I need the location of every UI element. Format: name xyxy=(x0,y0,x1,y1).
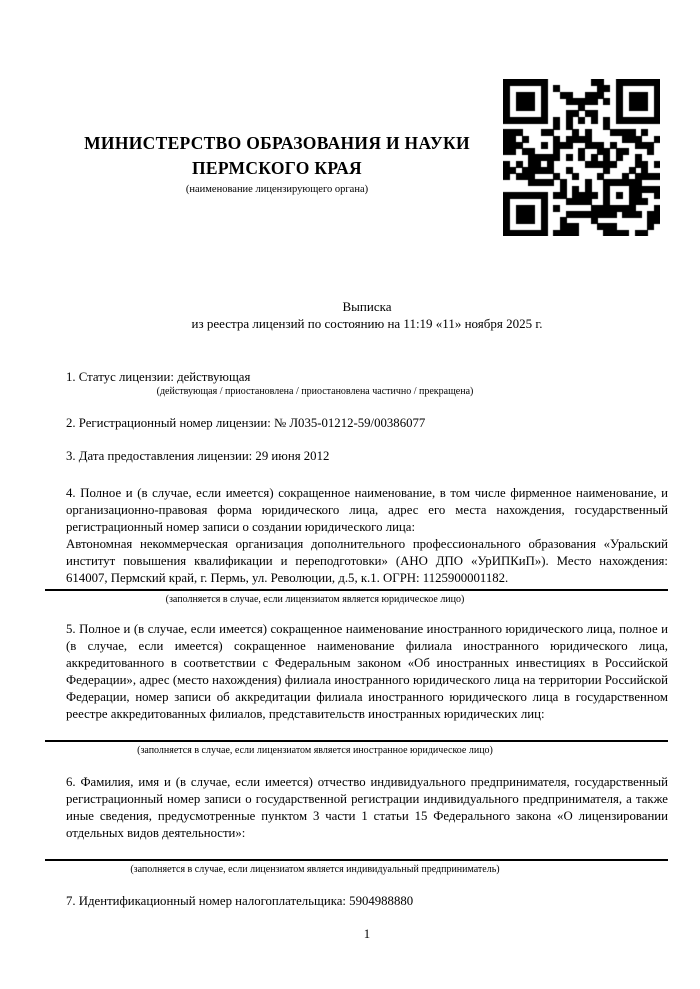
item-7-taxpayer-number: 7. Идентификационный номер налогоплательщика: 5904988880 xyxy=(66,894,414,908)
divider-entrepreneur xyxy=(45,859,668,861)
document-title: Выписка xyxy=(342,299,392,314)
ministry-caption: (наименование лицензирующего органа) xyxy=(185,184,369,195)
item-4-legal-entity-value: Автономная некоммерческая организация дополнительного профессионального образования «Уральский институт повышения квалификации и переподготовки» (АНО ДПО «УрИПКиП»). Место нахождения: 614007, Пермский край, г. Пермь, ул. Революции, д.5, к.1. ОГРН: 1125900001182. xyxy=(66,537,668,585)
item-4-legal-entity-label: 4. Полное и (в случае, если имеется) сокращенное наименование, в том числе фирменное наименование, и организационно-правовая форма юридического лица, адрес его места нахождения, государственный регистрационный номер записи о создании юридического лица: xyxy=(66,486,668,534)
document-subtitle: из реестра лицензий по состоянию на 11:19 «11» ноября 2025 г. xyxy=(191,316,543,331)
item-1-license-status: 1. Статус лицензии: действующая xyxy=(66,370,251,384)
ministry-name-line2: ПЕРМСКОГО КРАЯ xyxy=(192,158,362,178)
divider-legal-entity xyxy=(45,589,668,591)
item-6-entrepreneur-label: 6. Фамилия, имя и (в случае, если имеется) отчество индивидуального предпринимателя, государственный регистрационный номер записи о государственной регистрации индивидуального предпринимателя, а также иные сведения, предусмотренные пунктом 3 части 1 статьи 15 Федерального закона «О лицензировании отдельных видов деятельности»: xyxy=(66,775,668,840)
ministry-name-line1: МИНИСТЕРСТВО ОБРАЗОВАНИЯ И НАУКИ xyxy=(84,133,470,153)
document-title-block xyxy=(66,298,668,332)
item-3-grant-date: 3. Дата предоставления лицензии: 29 июня 2012 xyxy=(66,449,330,463)
item-2-registration-number: 2. Регистрационный номер лицензии: № Л035-01212-59/00386077 xyxy=(66,416,426,430)
licensing-authority-header xyxy=(42,131,512,196)
qr-code-icon xyxy=(503,79,660,236)
note-status-options: (действующая / приостановлена / приостановлена частично / прекращена) xyxy=(156,386,474,397)
item-5-foreign-entity-label: 5. Полное и (в случае, если имеется) сокращенное наименование иностранного юридического лица, полное и (в случае, если имеется) сокращенное наименование филиала иностранного юридического лица, аккредитованного в соответствии с Федеральным законом «Об иностранных инвестициях в Российской Федерации», адрес (место нахождения) филиала иностранного юридического лица на территории Российской Федерации, номер записи об аккредитации филиала иностранного юридического лица в государственном реестре аккредитованных филиалов, представительств иностранных юридических лиц: xyxy=(66,622,668,721)
note-legal-entity: (заполняется в случае, если лицензиатом является юридическое лицо) xyxy=(165,594,465,605)
document-body xyxy=(66,369,668,910)
qr-code-container xyxy=(503,79,660,236)
note-foreign-entity: (заполняется в случае, если лицензиатом является иностранное юридическое лицо) xyxy=(137,745,493,756)
divider-foreign-entity xyxy=(45,740,668,742)
page-number: 1 xyxy=(363,927,371,941)
note-entrepreneur: (заполняется в случае, если лицензиатом является индивидуальный предприниматель) xyxy=(130,864,500,875)
